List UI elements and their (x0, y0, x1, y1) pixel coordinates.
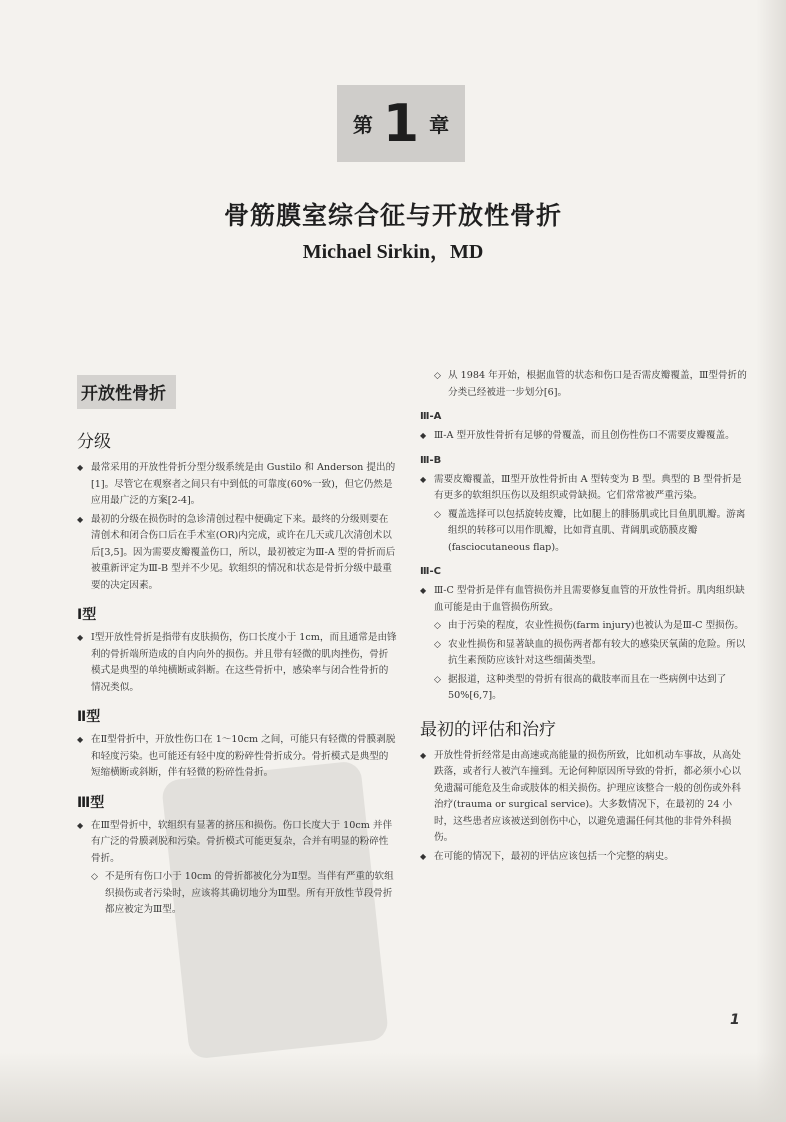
chapter-label (337, 85, 465, 162)
page-number: 1 (730, 1012, 740, 1028)
bullet: ◆ 在Ⅲ型骨折中，软组织有显著的挤压和损伤。伤口长度大于 10cm 并伴有广泛的骨膜剥脱和污染。骨折模式可能更复杂，合并有明显的粉碎性骨折。 (77, 818, 397, 868)
left-column (77, 375, 397, 921)
sub-bullet: ◇ 农业性损伤和显著缺血的损伤两者都有较大的感染厌氧菌的危险。所以抗生素预防应该针对这些细菌类型。 (420, 637, 750, 670)
sub-bullet: ◇ 据报道，这种类型的骨折有很高的截肢率而且在一些病例中达到了 50%[6,7]。 (420, 672, 750, 705)
sub-bullet: ◇ 覆盖选择可以包括旋转皮瓣，比如腿上的腓肠肌或比目鱼肌肌瓣。游离组织的转移可以用作肌瓣，比如背直肌、背阔肌或筋膜皮瓣(fasciocutaneous flap)。 (420, 507, 750, 557)
page-bottom-shadow (0, 1052, 786, 1122)
bullet: ◆ Ⅰ型开放性骨折是指带有皮肤损伤，伤口长度小于 1cm，而且通常是由锋利的骨折端所造成的自内向外的损伤。并且带有轻微的肌肉挫伤，骨折模式是典型的单纯横断或斜断。在这些骨折中，感染率与闭合性骨折的情况类似。 (77, 630, 397, 696)
chapter-suffix: 章 (429, 113, 450, 137)
bullet: ◆ 开放性骨折经常是由高速或高能量的损伤所致，比如机动车事故，从高处跌落，或者行人被汽车撞到。无论何种原因所导致的骨折，都必须小心以免遗漏可能危及生命或肢体的相关损伤。护理应该整合一般的创伤或外科治疗(trauma or surgical service)。大多数情况下，在最初的 24 小时，这些患者应该被送到创伤中心，以避免遗漏任何其他的非骨外科损伤。 (420, 748, 750, 847)
section-heading: 开放性骨折 (77, 375, 176, 409)
bullet: ◆ Ⅲ-A 型开放性骨折有足够的骨覆盖，而且创伤性伤口不需要皮瓣覆盖。 (420, 428, 750, 445)
sub-bullet: ◇ 由于污染的程度，农业性损伤(farm injury)也被认为是Ⅲ-C 型损伤。 (420, 618, 750, 635)
bullet: ◆ 最常采用的开放性骨折分型分级系统是由 Gustilo 和 Anderson 提出的[1]。尽管它在观察者之间只有中到低的可靠度(60%一致)，但它仍然是应用最广泛的方案[2-4]。 (77, 460, 397, 510)
right-column (420, 368, 750, 867)
chapter-number: 1 (382, 93, 420, 154)
bullet: ◆ 最初的分级在损伤时的急诊清创过程中便确定下来。最终的分级则要在清创术和闭合伤口后在手术室(OR)内完成，或许在几天或几次清创术以后[3,5]。因为需要皮瓣覆盖伤口，所以，最初被定为Ⅲ-A 型的骨折而后被重新评定为Ⅲ-B 型并不少见。软组织的情况和状态是骨折分级中最重要的决定因素。 (77, 512, 397, 595)
bullet: ◆ 在Ⅱ型骨折中，开放性伤口在 1～10cm 之间，可能只有轻微的骨膜剥脱和轻度污染。也可能还有轻中度的粉碎性骨折成分。骨折模式是典型的短缩横断或斜断，伴有轻微的粉碎性骨折。 (77, 732, 397, 782)
chapter-prefix: 第 (352, 113, 373, 137)
heading-classification: 分级 (77, 432, 111, 452)
heading-type-1: Ⅰ型 (77, 607, 97, 623)
bullet: ◆ 在可能的情况下，最初的评估应该包括一个完整的病史。 (420, 849, 750, 866)
sub-bullet: ◇ 从 1984 年开始，根据血管的状态和伤口是否需皮瓣覆盖，Ⅲ型骨折的分类已经被进一步划分[6]。 (420, 368, 750, 401)
chapter-title: 骨筋膜室综合征与开放性骨折 (223, 201, 562, 230)
heading-type-3b: Ⅲ-B (420, 454, 442, 466)
sub-bullet: ◇ 不是所有伤口小于 10cm 的骨折都被化分为Ⅱ型。当伴有严重的软组织损伤或者污染时，应该将其确切地分为Ⅲ型。所有开放性节段骨折都应被定为Ⅲ型。 (77, 869, 397, 919)
heading-initial-evaluation: 最初的评估和治疗 (420, 719, 556, 740)
heading-type-2: Ⅱ型 (77, 709, 101, 725)
bullet: ◆ 需要皮瓣覆盖，Ⅲ型开放性骨折由 A 型转变为 B 型。典型的 B 型骨折是有更多的软组织压伤以及组织或骨缺损。它们常常被严重污染。 (420, 472, 750, 505)
page-edge-shadow (756, 0, 786, 1122)
heading-type-3c: Ⅲ-C (420, 566, 441, 577)
author-line: Michael Sirkin，MD (302, 241, 484, 263)
bullet: ◆ Ⅲ-C 型骨折是伴有血管损伤并且需要修复血管的开放性骨折。肌肉组织缺血可能是由于血管损伤所致。 (420, 583, 750, 616)
heading-type-3a: Ⅲ-A (420, 411, 442, 422)
heading-type-3: Ⅲ型 (77, 794, 105, 811)
